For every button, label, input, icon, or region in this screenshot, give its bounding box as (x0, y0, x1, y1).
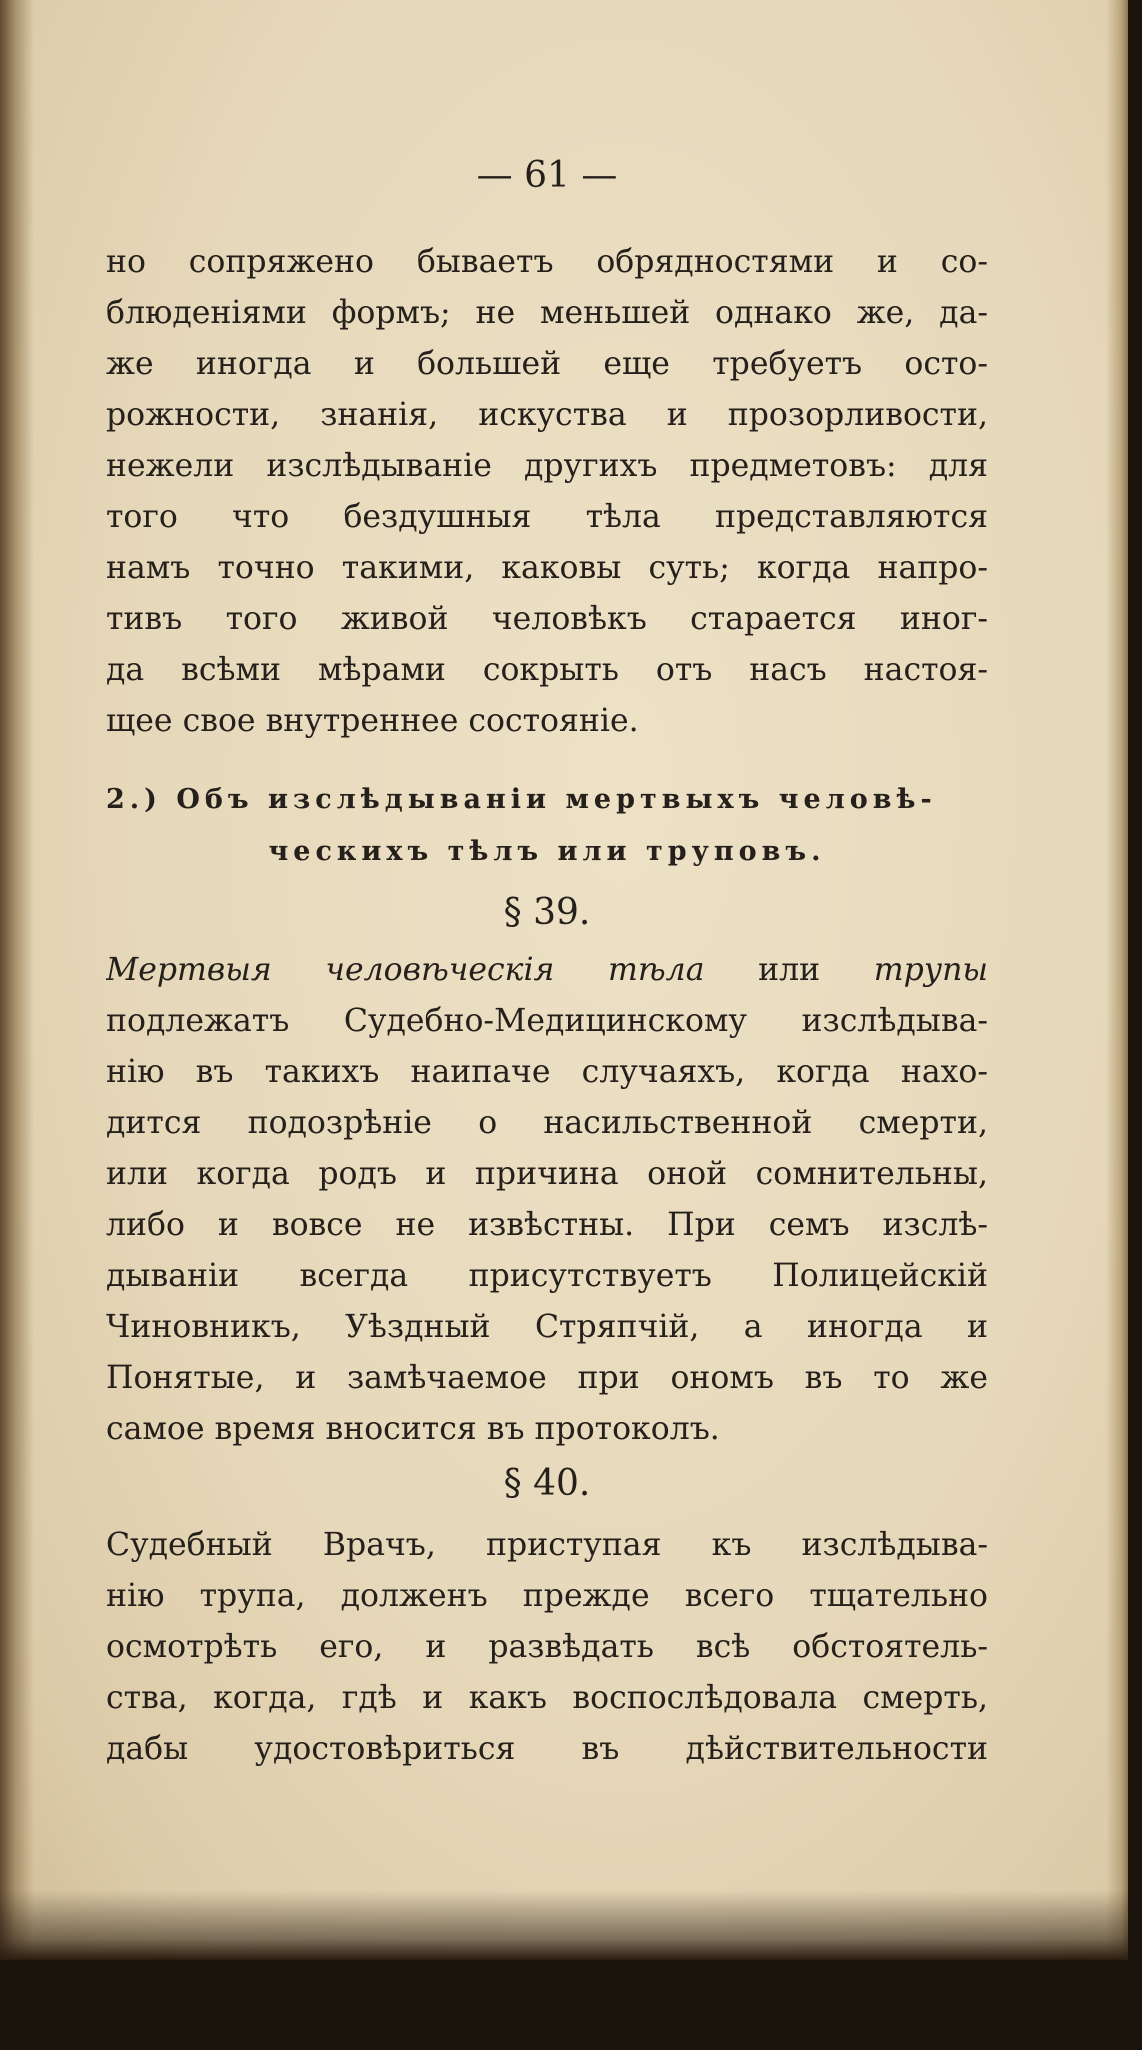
text-line: дабы удостовѣриться въ дѣйствительности (106, 1731, 988, 1767)
text-line: блюденіями формъ; не меньшей однако же, да- (106, 295, 988, 331)
paragraph-continued (106, 237, 988, 747)
page-gutter-shadow (0, 0, 34, 1960)
text-word: или (758, 952, 821, 988)
page-bottom-shadow (0, 1890, 1128, 1960)
text-line: же иногда и большей еще требуетъ осто- (106, 346, 988, 382)
page-edge-shadow (1106, 0, 1128, 1960)
italic-term: трупы (873, 952, 988, 988)
text-line: да всѣми мѣрами сокрыть отъ насъ настоя- (106, 652, 988, 688)
text-line: либо и вовсе не извѣстны. При семъ изслѣ- (106, 1207, 988, 1243)
text-line: щее свое внутреннее состояніе. (106, 703, 639, 739)
text-line: Чиновникъ, Уѣздный Стряпчій, а иногда и (106, 1309, 988, 1345)
page-number: — 61 — (476, 155, 618, 196)
text-line: или когда родъ и причина оной сомнительны, (106, 1156, 988, 1192)
heading-line-1: 2.) Объ изслѣдываніи мертвыхъ человѣ- (106, 784, 937, 815)
text-line: намъ точно такими, каковы суть; когда напро- (106, 550, 988, 586)
text-line: Судебный Врачъ, приступая къ изслѣдыва- (106, 1527, 988, 1563)
text-line: тивъ того живой человѣкъ старается иног- (106, 601, 988, 637)
text-line: рожности, знанія, искуства и прозорливости, (106, 397, 988, 433)
text-line: Понятые, и замѣчаемое при ономъ въ то же (106, 1360, 988, 1396)
text-line: нію трупа, долженъ прежде всего тщательно (106, 1578, 988, 1614)
text-line: того что бездушныя тѣла представляются (106, 499, 988, 535)
section-heading (106, 774, 988, 878)
italic-term: Мертвыя человѣческія тѣла (106, 952, 705, 988)
text-line: дится подозрѣніе о насильственной смерти, (106, 1105, 988, 1141)
text-line-first (106, 945, 988, 996)
text-line: самое время вносится въ протоколъ. (106, 1411, 720, 1447)
text-line: подлежатъ Судебно-Медицинскому изслѣдыва- (106, 1003, 988, 1039)
paragraph-section-39 (106, 945, 988, 1455)
text-line: но сопряжено бываетъ обрядностями и со- (106, 244, 988, 280)
text-line: нію въ такихъ наипаче случаяхъ, когда нахо- (106, 1054, 988, 1090)
heading-line-2: ческихъ тѣлъ или труповъ. (268, 836, 826, 867)
paragraph-section-40 (106, 1520, 988, 1775)
text-line: нежели изслѣдываніе другихъ предметовъ: для (106, 448, 988, 484)
text-line: дываніи всегда присутствуетъ Полицейскій (106, 1258, 988, 1294)
text-line: осмотрѣть его, и развѣдать всѣ обстоятель- (106, 1629, 988, 1665)
section-number-40: § 40. (503, 1463, 591, 1504)
text-line: ства, когда, гдѣ и какъ воспослѣдовала смерть, (106, 1680, 988, 1716)
section-number-39: § 39. (503, 892, 591, 933)
